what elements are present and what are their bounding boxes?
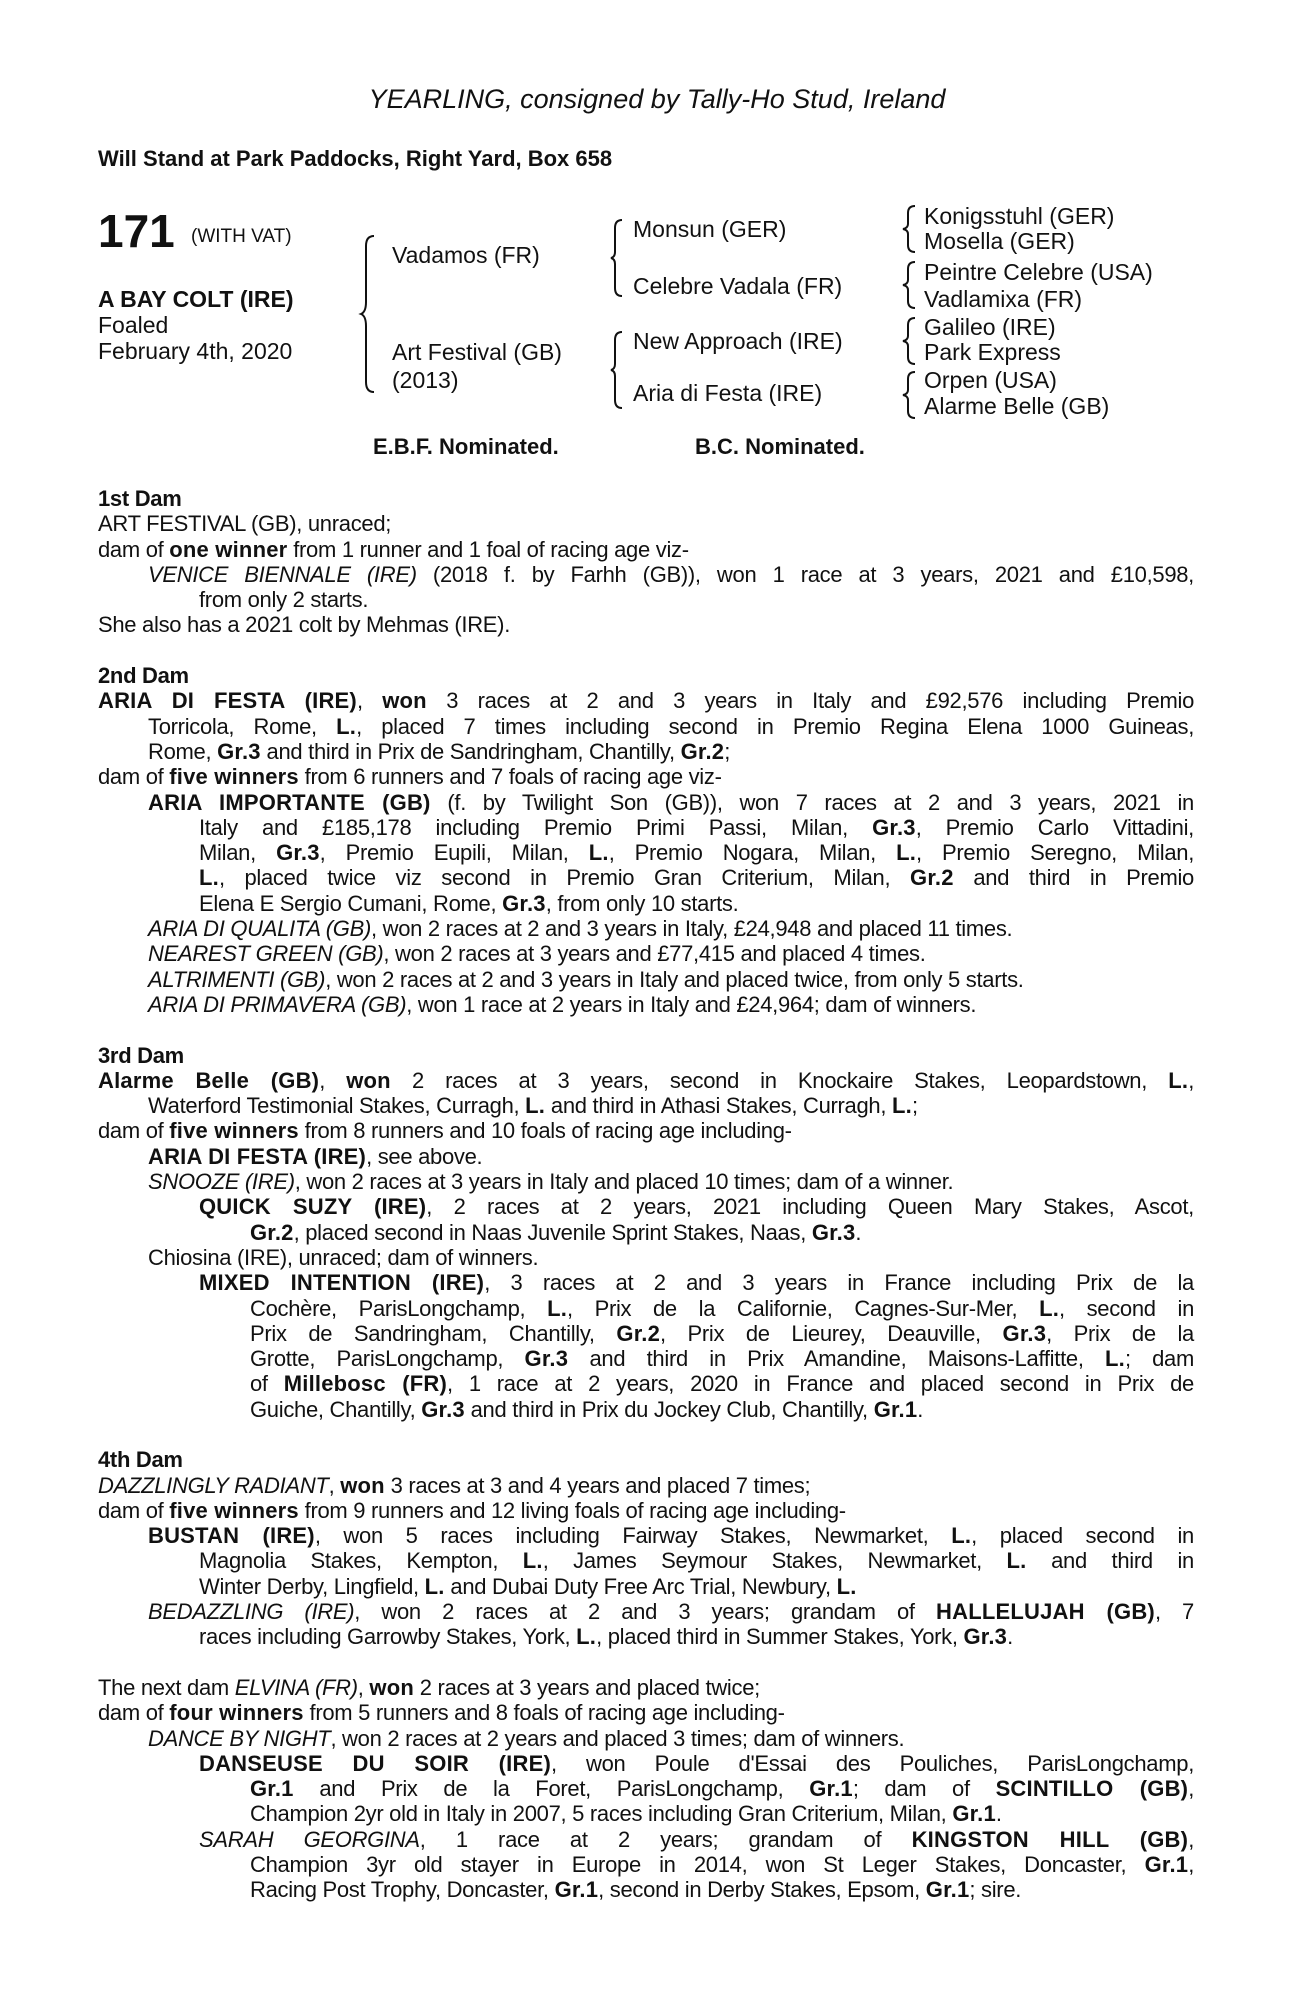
text-line: [98, 587, 1194, 612]
text-line: [98, 1093, 1194, 1118]
italic-text: VENICE BIENNALE (IRE): [148, 561, 417, 587]
sire: Vadamos (FR): [392, 242, 540, 268]
bold-text: Gr.1: [554, 1877, 599, 1903]
text-line: [98, 967, 1194, 992]
text-segment: She also has a 2021 colt by Mehmas (IRE).: [98, 612, 511, 638]
text-segment: , won 2 races at 2 and 3 years in Italy and placed twice, from only 5 starts.: [325, 966, 1024, 992]
bold-text: L.: [576, 1624, 597, 1650]
text-line: [98, 739, 1194, 764]
text-segment: .: [917, 1396, 924, 1422]
bold-text: L.: [1168, 1067, 1189, 1093]
bold-text: L.: [522, 1548, 543, 1574]
text-line: [98, 1068, 1194, 1093]
sire-brace-icon: [610, 218, 626, 298]
bold-text: HALLELUJAH (GB): [936, 1599, 1155, 1625]
vat-note: (WITH VAT): [191, 226, 292, 247]
text-segment: dam of: [98, 1118, 170, 1144]
text-segment: ,: [319, 1067, 347, 1093]
text-segment: and third in Prix de Sandringham, Chantilly,: [260, 738, 681, 764]
bold-text: Gr.1: [809, 1776, 853, 1802]
italic-text: SNOOZE (IRE): [148, 1169, 295, 1195]
text-segment: , won 2 races at 3 years and £77,415 and placed 4 times.: [383, 941, 926, 967]
text-line: [98, 941, 1194, 966]
text-segment: , won Poule d'Essai des Pouliches, ParisLongchamp,: [550, 1750, 1195, 1776]
bc-nominated: B.C. Nominated.: [695, 434, 865, 459]
bold-text: Gr.1: [250, 1776, 294, 1802]
text-line: [98, 1397, 1194, 1422]
lot-number: 171: [98, 205, 175, 257]
text-line: [98, 1675, 1194, 1700]
text-segment: , placed twice viz second in Premio Gran Criterium, Milan,: [218, 865, 911, 891]
text-segment: Rome,: [148, 738, 218, 764]
bold-text: five winners: [169, 1497, 299, 1523]
dam-year: (2013): [392, 367, 459, 393]
text-segment: Guiche, Chantilly,: [250, 1396, 422, 1422]
bold-text: L.: [588, 840, 609, 866]
page-title: YEARLING, consigned by Tally-Ho Stud, Ireland: [368, 84, 946, 114]
bold-text: Gr.1: [873, 1396, 918, 1422]
text-segment: , 3 races at 2 and 3 years in France including Prix de la: [484, 1270, 1194, 1296]
text-segment: .: [995, 1801, 1002, 1827]
text-segment: Italy and £185,178 including Premio Primi Passi, Milan,: [199, 814, 873, 840]
text-line: [98, 1877, 1194, 1902]
bold-text: L.: [547, 1295, 568, 1321]
section-heading: 1st Dam: [98, 486, 182, 511]
text-segment: The next dam: [98, 1674, 235, 1700]
text-segment: and third in: [1026, 1548, 1194, 1574]
text-segment: dam of: [98, 536, 170, 562]
section-heading: 3rd Dam: [98, 1042, 184, 1068]
text-segment: , won 2 races at 2 and 3 years; grandam of: [354, 1599, 937, 1625]
text-segment: ;: [911, 1093, 918, 1119]
text-segment: , won 2 races at 2 and 3 years in Italy, £24,948 and placed 11 times.: [371, 916, 1013, 942]
text-line: [98, 891, 1194, 916]
foaled-label: Foaled: [98, 312, 169, 338]
text-segment: (2018 f. by Farhh (GB)), won 1 race at 3 years, 2021 and £10,598,: [416, 561, 1194, 587]
bold-text: L.: [951, 1523, 972, 1549]
pedigree-gen3: Alarme Belle (GB): [924, 393, 1110, 419]
dam-section: [98, 663, 1194, 1017]
dam: Art Festival (GB): [392, 339, 562, 365]
text-line: [98, 764, 1194, 789]
text-segment: from 8 runners and 10 foals of racing age including-: [298, 1118, 792, 1144]
bold-text: L.: [836, 1573, 857, 1599]
text-segment: Champion 3yr old stayer in Europe in 2014, won St Leger Stakes, Doncaster,: [250, 1852, 1145, 1878]
text-segment: , Prix de Lieurey, Deauville,: [660, 1320, 1003, 1346]
bold-text: five winners: [169, 1118, 299, 1144]
text-segment: , second in: [1059, 1295, 1195, 1321]
bold-text: Gr.1: [1144, 1852, 1189, 1878]
pedigree-gen3: Konigsstuhl (GER): [924, 203, 1115, 229]
text-segment: , James Seymour Stakes, Newmarket,: [542, 1548, 1007, 1574]
section-heading: 2nd Dam: [98, 663, 189, 689]
text-segment: , won 2 races at 3 years in Italy and placed 10 times; dam of a winner.: [294, 1169, 954, 1195]
text-segment: , 7: [1154, 1599, 1194, 1625]
text-line: [98, 1751, 1194, 1776]
bold-text: MIXED INTENTION (IRE): [199, 1270, 485, 1296]
pedigree-gen3: Peintre Celebre (USA): [924, 259, 1153, 285]
text-segment: ,: [357, 1674, 370, 1700]
bold-text: ARIA DI FESTA (IRE): [148, 1143, 367, 1169]
text-segment: and third in Prix Amandine, Maisons-Laffitte,: [568, 1346, 1105, 1372]
text-segment: ,: [1188, 1067, 1194, 1093]
text-line: [98, 1169, 1194, 1194]
bold-text: Millebosc (FR): [283, 1371, 448, 1397]
text-segment: Milan,: [199, 840, 277, 866]
text-segment: , Premio Eupili, Milan,: [319, 840, 589, 866]
text-segment: Chiosina (IRE), unraced; dam of winners.: [148, 1244, 539, 1270]
bold-text: L.: [199, 865, 219, 891]
text-segment: .: [855, 1219, 862, 1245]
text-segment: Racing Post Trophy, Doncaster,: [250, 1877, 555, 1903]
italic-text: ARIA DI PRIMAVERA (GB): [148, 991, 407, 1017]
bold-text: L.: [1104, 1346, 1125, 1372]
text-segment: from only 2 starts.: [199, 587, 369, 613]
text-line: [98, 688, 1194, 713]
bold-text: ARIA DI FESTA (IRE): [98, 688, 357, 714]
pedigree-gen3: Galileo (IRE): [924, 314, 1056, 340]
bold-text: Alarme Belle (GB): [98, 1067, 320, 1093]
bold-text: Gr.3: [1002, 1320, 1047, 1346]
text-line: [98, 612, 1194, 637]
text-segment: , 1 race at 2 years, 2020 in France and placed second in Prix de: [447, 1371, 1194, 1397]
text-segment: Torricola, Rome,: [148, 713, 337, 739]
text-segment: 2 races at 3 years and placed twice;: [413, 1674, 760, 1700]
text-segment: from 9 runners and 12 living foals of racing age including-: [298, 1497, 846, 1523]
text-segment: and third in Prix du Jockey Club, Chantilly,: [464, 1396, 874, 1422]
text-segment: ,: [1188, 1776, 1194, 1802]
text-segment: , Premio Nogara, Milan,: [608, 840, 897, 866]
text-line: [98, 1346, 1194, 1371]
text-segment: and Dubai Duty Free Arc Trial, Newbury,: [444, 1573, 837, 1599]
text-segment: , Premio Seregno, Milan,: [916, 840, 1195, 866]
text-segment: ,: [1188, 1826, 1194, 1852]
dam-section: [98, 1447, 1194, 1649]
text-line: [98, 1827, 1194, 1852]
catalogue-body: [98, 486, 1194, 1928]
pedigree-gen3: Mosella (GER): [924, 228, 1075, 254]
text-line: [98, 1548, 1194, 1573]
text-segment: Grotte, ParisLongchamp,: [250, 1346, 525, 1372]
text-segment: ; sire.: [969, 1877, 1022, 1903]
italic-text: DAZZLINGLY RADIANT: [98, 1472, 329, 1498]
text-segment: and third in Premio: [953, 865, 1194, 891]
text-segment: from 5 runners and 8 foals of racing age including-: [303, 1700, 785, 1726]
text-line: [98, 1776, 1194, 1801]
text-segment: ;: [724, 738, 731, 764]
bold-text: Gr.1: [925, 1877, 970, 1903]
text-line: [98, 1296, 1194, 1321]
bold-text: Gr.3: [217, 738, 261, 764]
text-segment: Champion 2yr old in Italy in 2007, 5 races including Gran Criterium, Milan,: [250, 1801, 953, 1827]
bold-text: won: [369, 1674, 414, 1700]
text-segment: from 1 runner and 1 foal of racing age viz-: [287, 536, 689, 562]
pedigree-gen3: Vadlamixa (FR): [924, 286, 1083, 312]
text-line: [98, 916, 1194, 941]
bold-text: Gr.3: [963, 1624, 1008, 1650]
text-line: [98, 1523, 1194, 1548]
bold-text: L.: [424, 1573, 445, 1599]
foaled-date: February 4th, 2020: [98, 338, 293, 364]
pedigree-gen2: Celebre Vadala (FR): [633, 273, 843, 299]
pedigree-gen2: Aria di Festa (IRE): [633, 380, 823, 406]
text-segment: 2 races at 3 years, second in Knockaire Stakes, Leopardstown,: [390, 1067, 1169, 1093]
bold-text: KINGSTON HILL (GB): [911, 1826, 1189, 1852]
italic-text: ARIA DI QUALITA (GB): [148, 916, 371, 942]
bold-text: L.: [1006, 1548, 1027, 1574]
text-segment: ,: [1188, 1852, 1194, 1878]
text-line: [98, 1574, 1194, 1599]
text-segment: , Prix de la: [1046, 1320, 1194, 1346]
bold-text: Gr.3: [811, 1219, 856, 1245]
bold-text: DANSEUSE DU SOIR (IRE): [199, 1750, 551, 1776]
text-segment: ART FESTIVAL (GB), unraced;: [98, 511, 392, 537]
pedigree-gen3: Park Express: [924, 339, 1061, 365]
text-segment: Elena E Sergio Cumani, Rome,: [199, 890, 503, 916]
section-heading: 4th Dam: [98, 1447, 183, 1473]
stand-location: Will Stand at Park Paddocks, Right Yard, Box 658: [98, 146, 613, 171]
text-line: [98, 1700, 1194, 1725]
text-segment: , won 5 races including Fairway Stakes, Newmarket,: [314, 1523, 952, 1549]
text-line: [98, 1220, 1194, 1245]
text-line: [98, 1726, 1194, 1751]
text-segment: (f. by Twilight Son (GB)), won 7 races at 2 and 3 years, 2021 in: [430, 789, 1194, 815]
bold-text: won: [382, 688, 427, 714]
text-line: [98, 1599, 1194, 1624]
bold-text: Gr.2: [910, 865, 954, 891]
ebf-nominated: E.B.F. Nominated.: [373, 434, 559, 459]
text-segment: Magnolia Stakes, Kempton,: [199, 1548, 523, 1574]
bold-text: QUICK SUZY (IRE): [199, 1194, 427, 1220]
text-segment: , won 2 races at 2 years and placed 3 times; dam of winners.: [330, 1725, 905, 1751]
text-segment: and Prix de la Foret, ParisLongchamp,: [293, 1776, 810, 1802]
text-line: [98, 1194, 1194, 1219]
bold-text: Gr.1: [952, 1801, 996, 1827]
text-segment: Waterford Testimonial Stakes, Curragh,: [148, 1093, 526, 1119]
dam-section: [98, 486, 1194, 638]
bold-text: Gr.3: [421, 1396, 465, 1422]
text-line: [98, 1371, 1194, 1396]
text-line: [98, 1118, 1194, 1143]
text-line: [98, 1624, 1194, 1649]
bold-text: Gr.2: [250, 1219, 294, 1245]
bold-text: ARIA IMPORTANTE (GB): [148, 789, 431, 815]
text-line: [98, 562, 1194, 587]
italic-text: SARAH GEORGINA: [199, 1826, 420, 1852]
text-line: [98, 815, 1194, 840]
bold-text: five winners: [169, 764, 299, 790]
gen3-braces-icon: [902, 204, 918, 424]
text-line: [98, 992, 1194, 1017]
text-line: [98, 840, 1194, 865]
text-line: [98, 1245, 1194, 1270]
bold-text: L.: [896, 840, 917, 866]
text-segment: ,: [356, 688, 383, 714]
text-line: [98, 714, 1194, 739]
text-line: [98, 1498, 1194, 1523]
text-segment: , won 1 race at 2 years in Italy and £24,964; dam of winners.: [406, 991, 977, 1017]
text-segment: , see above.: [366, 1143, 483, 1169]
text-segment: of: [250, 1371, 284, 1397]
text-line: [98, 1852, 1194, 1877]
text-segment: Winter Derby, Lingfield,: [199, 1573, 425, 1599]
text-segment: dam of: [98, 1497, 170, 1523]
text-segment: , Premio Carlo Vittadini,: [915, 814, 1194, 840]
bold-text: BUSTAN (IRE): [148, 1523, 315, 1549]
text-segment: , 1 race at 2 years; grandam of: [419, 1826, 912, 1852]
text-segment: races including Garrowby Stakes, York,: [199, 1624, 577, 1650]
pedigree-gen2: Monsun (GER): [633, 216, 787, 242]
text-segment: 3 races at 3 and 4 years and placed 7 times;: [384, 1472, 811, 1498]
bold-text: L.: [1039, 1295, 1060, 1321]
bold-text: four winners: [169, 1700, 304, 1726]
pedigree-gen2: New Approach (IRE): [633, 328, 843, 354]
bold-text: won: [340, 1472, 385, 1498]
text-line: [98, 790, 1194, 815]
bold-text: Gr.3: [502, 890, 546, 916]
text-line: [98, 1473, 1194, 1498]
bold-text: L.: [525, 1093, 546, 1119]
bold-text: Gr.3: [872, 814, 916, 840]
bold-text: L.: [336, 713, 357, 739]
text-line: [98, 1321, 1194, 1346]
dam-section: [98, 1043, 1194, 1422]
pedigree-brace-icon: [360, 234, 380, 394]
bold-text: Gr.2: [616, 1320, 661, 1346]
text-segment: dam of: [98, 764, 170, 790]
text-segment: , Prix de la Californie, Cagnes-Sur-Mer,: [567, 1295, 1040, 1321]
text-segment: from 6 runners and 7 foals of racing age viz-: [298, 764, 722, 790]
bold-text: one winner: [169, 536, 288, 562]
italic-text: NEAREST GREEN (GB): [148, 941, 384, 967]
text-segment: Prix de Sandringham, Chantilly,: [250, 1320, 617, 1346]
text-segment: 3 races at 2 and 3 years in Italy and £92,576 including Premio: [426, 688, 1195, 714]
bold-text: Gr.2: [680, 738, 725, 764]
text-segment: , second in Derby Stakes, Epsom,: [598, 1877, 926, 1903]
text-segment: and third in Athasi Stakes, Curragh,: [545, 1093, 892, 1119]
text-segment: .: [1007, 1624, 1013, 1650]
text-segment: ; dam: [1124, 1346, 1194, 1372]
text-segment: ,: [328, 1472, 341, 1498]
text-segment: , placed second in: [971, 1523, 1194, 1549]
bold-text: L.: [891, 1093, 912, 1119]
text-segment: , 2 races at 2 years, 2021 including Queen Mary Stakes, Ascot,: [426, 1194, 1194, 1220]
text-segment: , placed 7 times including second in Premio Regina Elena 1000 Guineas,: [356, 713, 1195, 739]
text-segment: , placed second in Naas Juvenile Sprint Stakes, Naas,: [293, 1219, 812, 1245]
italic-text: ALTRIMENTI (GB): [148, 966, 326, 992]
bold-text: Gr.3: [276, 840, 320, 866]
text-line: [98, 1270, 1194, 1295]
italic-text: DANCE BY NIGHT: [148, 1725, 331, 1751]
text-line: [98, 511, 1194, 536]
text-line: [98, 1801, 1194, 1826]
bold-text: Gr.3: [524, 1346, 569, 1372]
italic-text: BEDAZZLING (IRE): [148, 1599, 355, 1625]
text-segment: , from only 10 starts.: [545, 890, 739, 916]
horse-description: A BAY COLT (IRE): [98, 286, 294, 312]
dam-section: [98, 1675, 1194, 1903]
pedigree-gen3: Orpen (USA): [924, 367, 1057, 393]
bold-text: SCINTILLO (GB): [995, 1776, 1189, 1802]
text-line: [98, 1144, 1194, 1169]
dam-brace-icon: [610, 330, 626, 410]
text-segment: dam of: [98, 1700, 170, 1726]
bold-text: won: [346, 1067, 391, 1093]
italic-text: ELVINA (FR): [234, 1674, 358, 1700]
text-line: [98, 537, 1194, 562]
text-line: [98, 865, 1194, 890]
text-segment: ; dam of: [852, 1776, 996, 1802]
text-segment: Cochère, ParisLongchamp,: [250, 1295, 548, 1321]
text-segment: , placed third in Summer Stakes, York,: [596, 1624, 964, 1650]
